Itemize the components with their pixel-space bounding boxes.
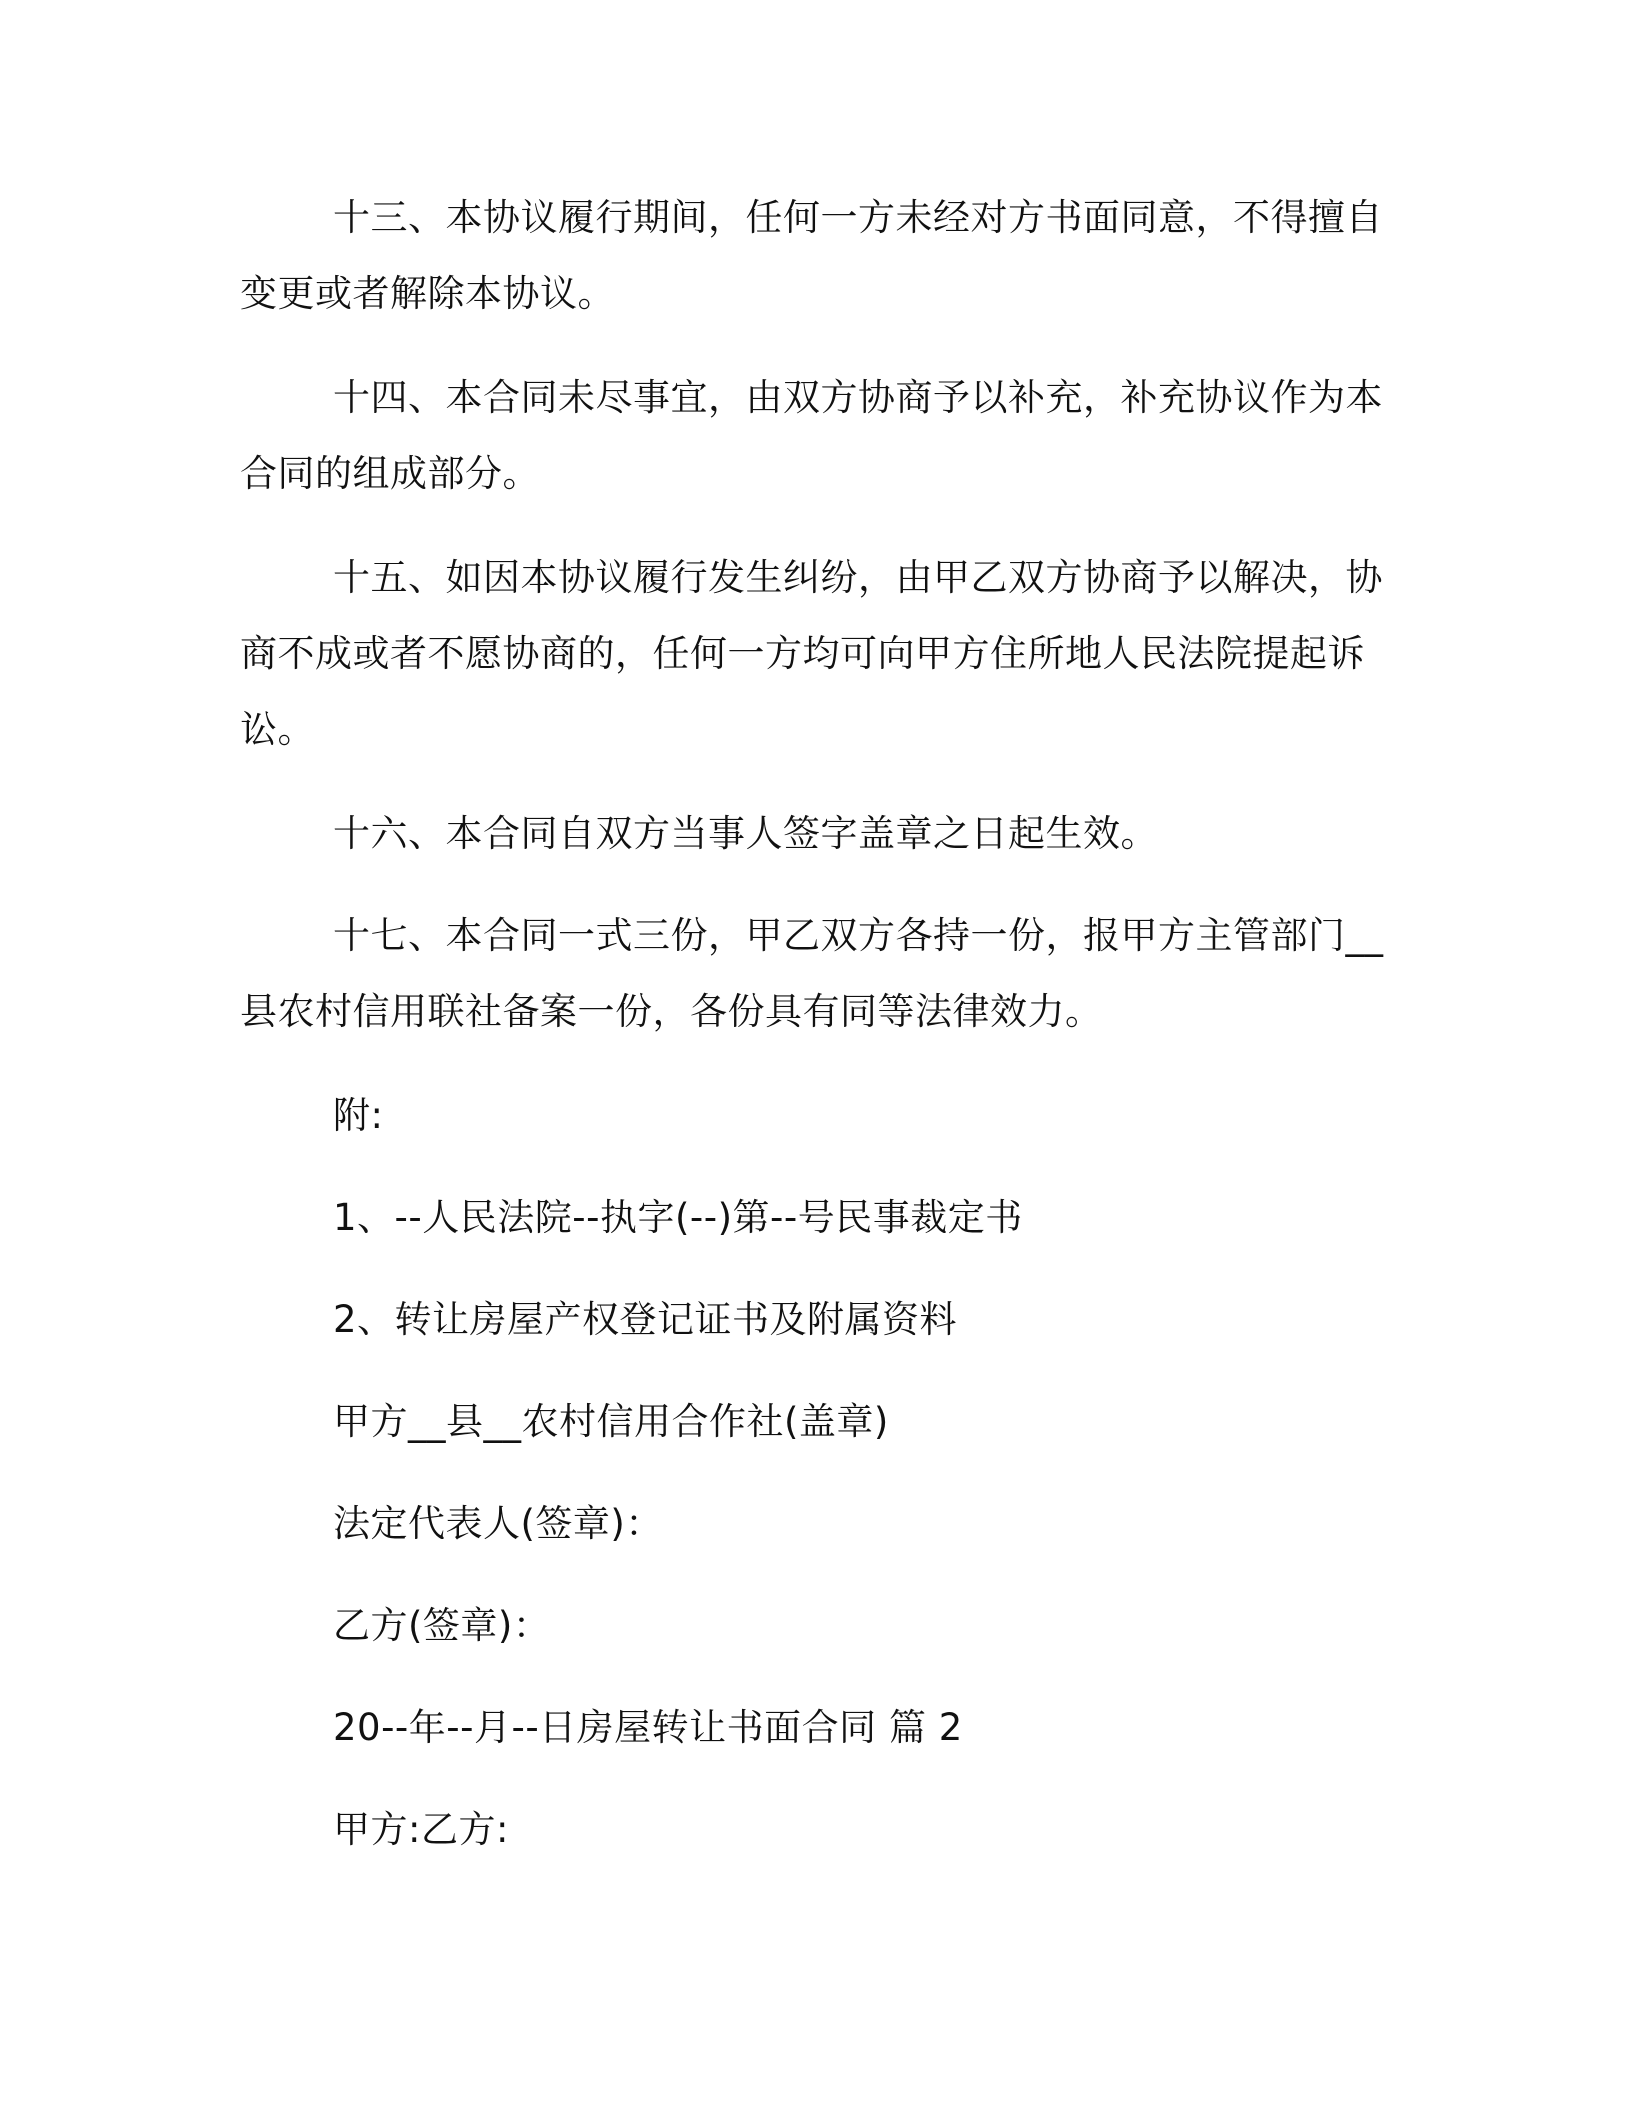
clause-14-line-2: 合同的组成部分。 (240, 452, 540, 495)
date-and-next-title: 20--年--月--日房屋转让书面合同 篇 2 (333, 1706, 963, 1749)
next-contract-parties: 甲方:乙方: (333, 1808, 509, 1851)
clause-13-line-1: 十三、本协议履行期间，任何一方未经对方书面同意，不得擅自 (333, 196, 1383, 239)
clause-14-line-1: 十四、本合同未尽事宜，由双方协商予以补充，补充协议作为本 (333, 376, 1383, 419)
clause-15-line-3: 讼。 (240, 708, 315, 751)
attachment-heading: 附: (333, 1094, 384, 1137)
legal-representative-signature: 法定代表人(签章)： (333, 1502, 663, 1545)
attachment-item-1: 1、--人民法院--执字(--)第--号民事裁定书 (333, 1196, 1023, 1239)
clause-17-line-1: 十七、本合同一式三份，甲乙双方各持一份，报甲方主管部门__ (333, 914, 1384, 957)
clause-17-line-2: 县农村信用联社备案一份，各份具有同等法律效力。 (240, 990, 1103, 1033)
party-b-signature: 乙方(签章)： (333, 1604, 551, 1647)
clause-15-line-1: 十五、如因本协议履行发生纠纷，由甲乙双方协商予以解决，协 (333, 556, 1383, 599)
clause-15-line-2: 商不成或者不愿协商的，任何一方均可向甲方住所地人民法院提起诉 (240, 632, 1365, 675)
attachment-item-2: 2、转让房屋产权登记证书及附属资料 (333, 1298, 958, 1341)
party-a-signature: 甲方__县__农村信用合作社(盖章) (333, 1400, 889, 1443)
clause-13-line-2: 变更或者解除本协议。 (240, 272, 615, 315)
clause-16-line-1: 十六、本合同自双方当事人签字盖章之日起生效。 (333, 812, 1158, 855)
